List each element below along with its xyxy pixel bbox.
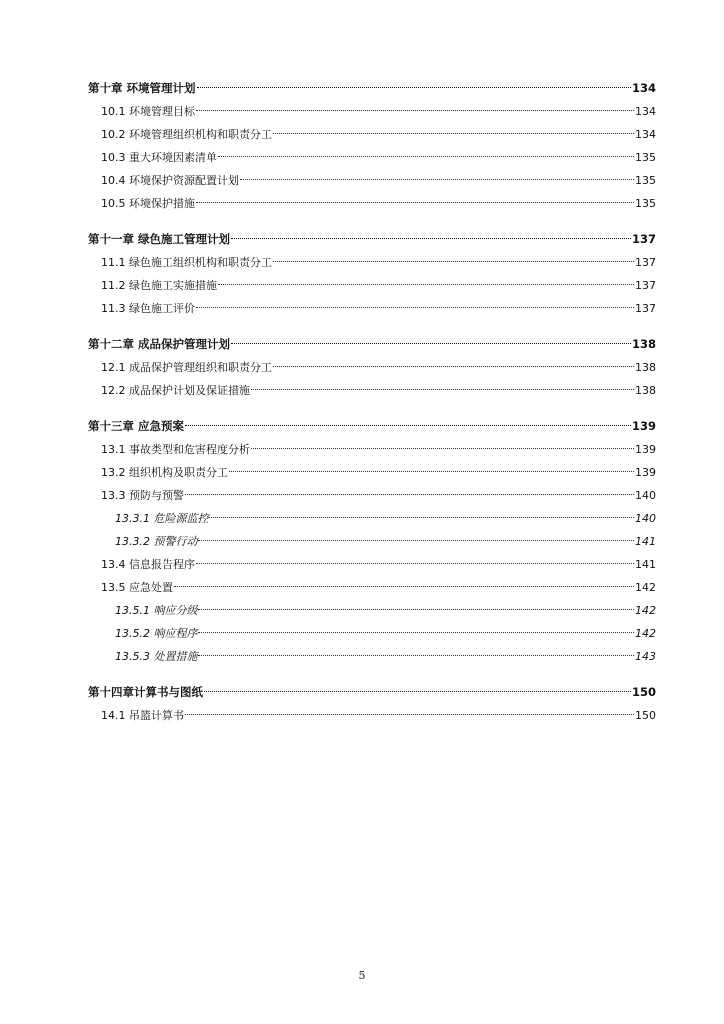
- toc-entry-label: 13.5.1 响应分级: [115, 604, 198, 617]
- table-of-contents: [88, 77, 656, 727]
- dot-leader: [198, 655, 634, 656]
- dot-leader: [251, 448, 634, 449]
- toc-entry-chapter-14[interactable]: [88, 681, 656, 704]
- toc-entry-label: 13.3 预防与预警: [101, 489, 184, 502]
- dot-leader: [197, 87, 631, 88]
- toc-entry-page: 135: [635, 174, 656, 187]
- toc-entry-label: 10.3 重大环境因素清单: [101, 151, 217, 164]
- toc-entry-label: 13.5.3 处置措施: [115, 650, 198, 663]
- toc-entry-page: 141: [635, 558, 656, 571]
- toc-entry-page: 135: [635, 151, 656, 164]
- dot-leader: [198, 632, 634, 633]
- toc-entry-page: 134: [635, 128, 656, 141]
- toc-entry-page: 150: [631, 685, 656, 699]
- toc-entry-10-2[interactable]: [88, 123, 656, 146]
- dot-leader: [196, 307, 634, 308]
- dot-leader: [196, 202, 634, 203]
- toc-entry-label: 13.4 信息报告程序: [101, 558, 195, 571]
- toc-entry-label: 第十章 环境管理计划: [88, 81, 196, 95]
- toc-entry-page: 141: [635, 535, 656, 548]
- toc-entry-page: 135: [635, 197, 656, 210]
- toc-entry-label: 12.2 成品保护计划及保证措施: [101, 384, 250, 397]
- toc-entry-chapter-12[interactable]: [88, 333, 656, 356]
- toc-entry-label: 10.2 环境管理组织机构和职责分工: [101, 128, 272, 141]
- dot-leader: [209, 517, 634, 518]
- toc-entry-11-1[interactable]: [88, 251, 656, 274]
- dot-leader: [273, 133, 634, 134]
- toc-entry-label: 11.2 绿色施工实施措施: [101, 279, 217, 292]
- toc-entry-page: 142: [635, 604, 656, 617]
- dot-leader: [231, 343, 631, 344]
- toc-entry-label: 11.1 绿色施工组织机构和职责分工: [101, 256, 272, 269]
- toc-entry-page: 137: [635, 256, 656, 269]
- toc-entry-chapter-11[interactable]: [88, 228, 656, 251]
- dot-leader: [185, 425, 631, 426]
- toc-entry-10-1[interactable]: [88, 100, 656, 123]
- toc-entry-label: 第十四章计算书与图纸: [88, 685, 203, 699]
- toc-entry-13-3-2[interactable]: [88, 530, 656, 553]
- toc-entry-14-1[interactable]: [88, 704, 656, 727]
- toc-entry-label: 14.1 吊篮计算书: [101, 709, 184, 722]
- dot-leader: [240, 179, 634, 180]
- toc-entry-page: 137: [631, 232, 656, 246]
- toc-entry-12-2[interactable]: [88, 379, 656, 402]
- dot-leader: [229, 471, 634, 472]
- toc-entry-page: 138: [631, 337, 656, 351]
- toc-entry-label: 13.5.2 响应程序: [115, 627, 198, 640]
- dot-leader: [174, 586, 634, 587]
- dot-leader: [185, 714, 634, 715]
- dot-leader: [251, 389, 634, 390]
- toc-entry-page: 142: [635, 581, 656, 594]
- toc-entry-13-5-3[interactable]: [88, 645, 656, 668]
- toc-entry-13-3-1[interactable]: [88, 507, 656, 530]
- toc-entry-label: 13.3.2 预警行动: [115, 535, 198, 548]
- toc-entry-page: 150: [635, 709, 656, 722]
- toc-entry-10-3[interactable]: [88, 146, 656, 169]
- toc-entry-page: 142: [635, 627, 656, 640]
- toc-entry-label: 第十二章 成品保护管理计划: [88, 337, 231, 351]
- toc-entry-page: 134: [631, 81, 656, 95]
- toc-entry-page: 140: [635, 512, 656, 525]
- dot-leader: [198, 609, 634, 610]
- dot-leader: [218, 284, 634, 285]
- toc-entry-label: 10.4 环境保护资源配置计划: [101, 174, 239, 187]
- toc-entry-page: 143: [635, 650, 656, 663]
- toc-entry-page: 134: [635, 105, 656, 118]
- toc-entry-11-2[interactable]: [88, 274, 656, 297]
- section-gap: [88, 668, 656, 681]
- toc-entry-label: 13.5 应急处置: [101, 581, 173, 594]
- toc-entry-10-5[interactable]: [88, 192, 656, 215]
- toc-entry-13-1[interactable]: [88, 438, 656, 461]
- toc-entry-chapter-13[interactable]: [88, 415, 656, 438]
- toc-entry-13-5-2[interactable]: [88, 622, 656, 645]
- toc-entry-label: 10.1 环境管理目标: [101, 105, 195, 118]
- section-gap: [88, 320, 656, 333]
- dot-leader: [196, 563, 634, 564]
- toc-entry-page: 137: [635, 279, 656, 292]
- dot-leader: [231, 238, 631, 239]
- toc-entry-chapter-10[interactable]: [88, 77, 656, 100]
- dot-leader: [185, 494, 634, 495]
- toc-entry-label: 12.1 成品保护管理组织和职责分工: [101, 361, 272, 374]
- toc-entry-label: 13.1 事故类型和危害程度分析: [101, 443, 250, 456]
- toc-entry-13-3[interactable]: [88, 484, 656, 507]
- section-gap: [88, 215, 656, 228]
- dot-leader: [204, 691, 631, 692]
- toc-entry-label: 第十一章 绿色施工管理计划: [88, 232, 231, 246]
- section-gap: [88, 402, 656, 415]
- dot-leader: [273, 261, 634, 262]
- toc-entry-page: 138: [635, 361, 656, 374]
- toc-entry-page: 139: [635, 466, 656, 479]
- toc-entry-11-3[interactable]: [88, 297, 656, 320]
- toc-entry-page: 140: [635, 489, 656, 502]
- toc-entry-label: 第十三章 应急预案: [88, 419, 185, 433]
- toc-entry-page: 139: [635, 443, 656, 456]
- toc-entry-label: 13.2 组织机构及职责分工: [101, 466, 228, 479]
- toc-entry-page: 138: [635, 384, 656, 397]
- toc-entry-label: 13.3.1 危险源监控: [115, 512, 209, 525]
- toc-entry-13-5[interactable]: [88, 576, 656, 599]
- dot-leader: [196, 110, 634, 111]
- page-number: 5: [358, 969, 366, 982]
- toc-entry-page: 139: [631, 419, 656, 433]
- toc-entry-13-5-1[interactable]: [88, 599, 656, 622]
- toc-entry-13-4[interactable]: [88, 553, 656, 576]
- dot-leader: [198, 540, 634, 541]
- dot-leader: [273, 366, 634, 367]
- toc-entry-page: 137: [635, 302, 656, 315]
- toc-entry-12-1[interactable]: [88, 356, 656, 379]
- toc-entry-10-4[interactable]: [88, 169, 656, 192]
- toc-entry-label: 10.5 环境保护措施: [101, 197, 195, 210]
- toc-entry-13-2[interactable]: [88, 461, 656, 484]
- dot-leader: [218, 156, 634, 157]
- toc-entry-label: 11.3 绿色施工评价: [101, 302, 195, 315]
